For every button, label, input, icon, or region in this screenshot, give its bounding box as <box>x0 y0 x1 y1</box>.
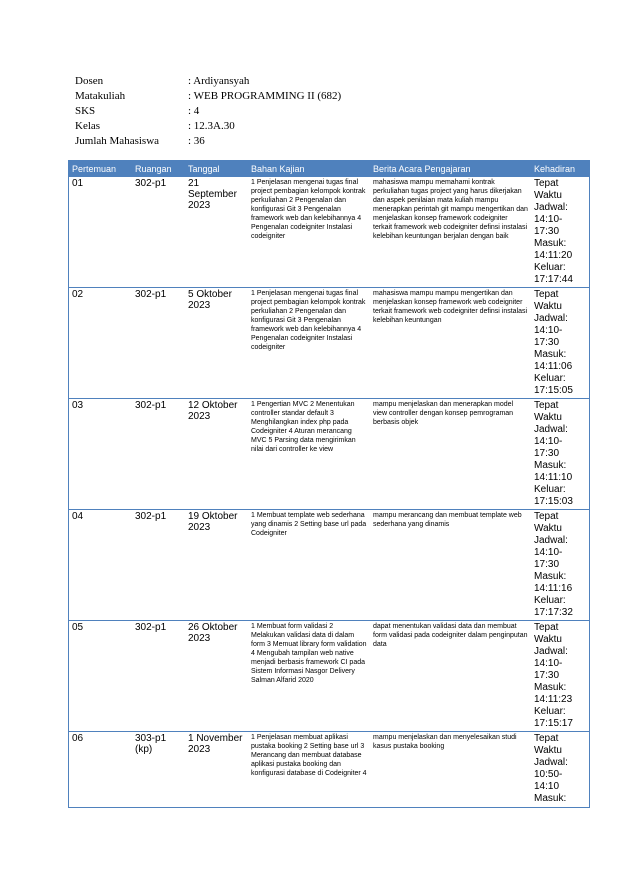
header-tanggal: Tanggal <box>185 161 248 177</box>
cell-berita-acara: dapat menentukan validasi data dan membuat form validasi pada codeigniter dalam penginputan data <box>370 621 531 732</box>
cell-pertemuan: 03 <box>69 399 132 510</box>
cell-tanggal: 12 Oktober 2023 <box>185 399 248 510</box>
cell-pertemuan: 04 <box>69 510 132 621</box>
header-kehadiran: Kehadiran <box>531 161 589 177</box>
table-row <box>69 732 589 807</box>
info-label: Dosen <box>75 75 104 87</box>
cell-tanggal: 5 Oktober 2023 <box>185 288 248 399</box>
info-value: : 12.3A.30 <box>188 120 235 132</box>
attendance-table <box>69 161 589 807</box>
table-header-row <box>69 161 589 177</box>
info-label: SKS <box>75 105 96 117</box>
cell-bahan-kajian: 1 Membuat template web sederhana yang dinamis 2 Setting base url pada Codeigniter <box>248 510 370 621</box>
header-ruangan: Ruangan <box>132 161 185 177</box>
table-row <box>69 177 589 288</box>
info-value: : 4 <box>188 105 200 117</box>
cell-tanggal: 19 Oktober 2023 <box>185 510 248 621</box>
cell-kehadiran: Tepat Waktu Jadwal: 10:50-14:10 Masuk: <box>531 732 589 807</box>
info-row-dosen <box>75 74 341 89</box>
cell-pertemuan: 01 <box>69 177 132 288</box>
header-bahan-kajian: Bahan Kajian <box>248 161 370 177</box>
info-value: : Ardiyansyah <box>188 75 250 87</box>
cell-berita-acara: mampu merancang dan membuat template web sederhana yang dinamis <box>370 510 531 621</box>
info-label: Jumlah Mahasiswa <box>75 135 160 147</box>
cell-berita-acara: mahasiswa mampu mampu mengertikan dan menjelaskan konsep framework web codeigniter terkait framework web codeigniter definsi instalasi kelebihan keuntungan <box>370 288 531 399</box>
cell-bahan-kajian: 1 Penjelasan mengenai tugas final project pembagian kelompok kontrak perkuliahan 2 Pengenalan dan konfigurasi Git 3 Pengenalan framework web dan kelebihannya 4 Pengenalan codeigniter Instalasi codeigniter <box>248 288 370 399</box>
cell-kehadiran: Tepat Waktu Jadwal: 14:10-17:30 Masuk: 14:11:10 Keluar: 17:15:03 <box>531 399 589 510</box>
info-row-matakuliah <box>75 89 341 104</box>
table-row <box>69 510 589 621</box>
cell-ruangan: 302-p1 <box>132 510 185 621</box>
info-label: Matakuliah <box>75 90 126 102</box>
cell-kehadiran: Tepat Waktu Jadwal: 14:10-17:30 Masuk: 14:11:20 Keluar: 17:17:44 <box>531 177 589 288</box>
cell-kehadiran: Tepat Waktu Jadwal: 14:10-17:30 Masuk: 14:11:23 Keluar: 17:15:17 <box>531 621 589 732</box>
cell-pertemuan: 02 <box>69 288 132 399</box>
cell-bahan-kajian: 1 Membuat form validasi 2 Melakukan validasi data di dalam form 3 Memuat library form validation 4 Mengubah tampilan web native menjadi berbasis framework CI pada Sistem Informasi Nasgor Delivery Salman Alfarid 2020 <box>248 621 370 732</box>
cell-ruangan: 303-p1 (kp) <box>132 732 185 807</box>
info-label: Kelas <box>75 120 101 132</box>
cell-pertemuan: 05 <box>69 621 132 732</box>
cell-berita-acara: mampu menjelaskan dan menyelesaikan studi kasus pustaka booking <box>370 732 531 807</box>
info-row-kelas <box>75 119 341 134</box>
cell-ruangan: 302-p1 <box>132 177 185 288</box>
cell-kehadiran: Tepat Waktu Jadwal: 14:10-17:30 Masuk: 14:11:16 Keluar: 17:17:32 <box>531 510 589 621</box>
cell-tanggal: 1 November 2023 <box>185 732 248 807</box>
info-value: : WEB PROGRAMMING II (682) <box>188 90 342 102</box>
cell-kehadiran: Tepat Waktu Jadwal: 14:10-17:30 Masuk: 14:11:06 Keluar: 17:15:05 <box>531 288 589 399</box>
cell-berita-acara: mahasiswa mampu memahami kontrak perkuliahan tugas project yang harus dikerjakan dan aspek penilaian mata kuliah mampu menerapkan perintah git mampu mengertikan dan menjelaskan konsep framework codeigniter terkait framework web codeigniter definsi instalasi kelebihan keuntungan berjalan dengan baik <box>370 177 531 288</box>
cell-ruangan: 302-p1 <box>132 399 185 510</box>
header-pertemuan: Pertemuan <box>69 161 132 177</box>
cell-bahan-kajian: 1 Pengertian MVC 2 Menentukan controller standar default 3 Menghilangkan index php pada Codeigniter 4 Aturan merancang MVC 5 Parsing data mengirimkan nilai dari controller ke view <box>248 399 370 510</box>
info-row-jumlah <box>75 134 341 149</box>
cell-bahan-kajian: 1 Penjelasan mengenai tugas final project pembagian kelompok kontrak perkuliahan 2 Pengenalan dan konfigurasi Git 3 Pengenalan framework web dan kelebihannya 4 Pengenalan codeigniter Instalasi codeigniter <box>248 177 370 288</box>
cell-ruangan: 302-p1 <box>132 621 185 732</box>
table-row <box>69 399 589 510</box>
table-row <box>69 621 589 732</box>
info-row-sks <box>75 104 341 119</box>
course-info <box>75 74 341 149</box>
info-value: : 36 <box>188 135 205 147</box>
cell-bahan-kajian: 1 Penjelasan membuat aplikasi pustaka booking 2 Setting base url 3 Merancang dan membuat database aplikasi pustaka booking dan konfigurasi database di Codeigniter 4 <box>248 732 370 807</box>
header-berita-acara: Berita Acara Pengajaran <box>370 161 531 177</box>
cell-berita-acara: mampu menjelaskan dan menerapkan model view controller dengan konsep pemrograman berbasis objek <box>370 399 531 510</box>
table-row <box>69 288 589 399</box>
cell-ruangan: 302-p1 <box>132 288 185 399</box>
cell-tanggal: 26 Oktober 2023 <box>185 621 248 732</box>
cell-pertemuan: 06 <box>69 732 132 807</box>
cell-tanggal: 21 September 2023 <box>185 177 248 288</box>
